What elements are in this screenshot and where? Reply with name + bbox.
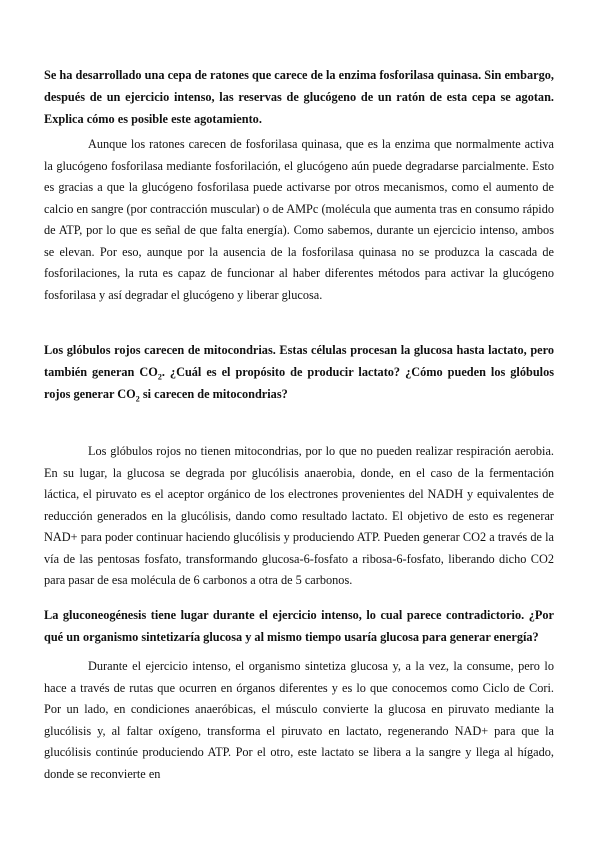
question-2-part-1: Los glóbulos rojos carecen de mitocondrias. Estas células procesan la glucosa hasta lactato, pero también generan CO — [44, 343, 554, 379]
question-2-subscript-1: 2 — [157, 372, 162, 382]
question-2-part-3: si carecen de mitocondrias? — [139, 387, 288, 401]
answer-3: Durante el ejercicio intenso, el organismo sintetiza glucosa y, a la vez, la consume, pero lo hace a través de rutas que ocurren en órganos diferentes y es lo que conocemos como Ciclo de Cori. Por un lado, en condiciones anaeróbicas, el músculo convierte la glucosa en piruvato mediante la glucólisis y, al faltar oxígeno, transforma el piruvato en lactato, regenerando NAD+ para que la glucólisis continúe produciendo ATP. Por el otro, este lactato se libera a la sangre y llega al hígado, donde se reconvierte en — [44, 659, 554, 781]
answer-1: Aunque los ratones carecen de fosforilasa quinasa, que es la enzima que normalmente activa la glucógeno fosforilasa mediante fosforilación, el glucógeno aún puede degradarse parcialmente. Esto es gracias a que la glucógeno fosforilasa puede activarse por otros mecanismos, como el aumento de calcio en sangre (por contracción muscular) o de AMPc (molécula que aumenta tras en consumo rápido de ATP, por lo que es señal de que falta energía). Como sabemos, durante un ejercicio intenso, ambos se elevan. Por eso, aunque por la ausencia de la fosforilasa quinasa no se produzca la cascada de fosforilaciones, la ruta es capaz de funcionar al haber diferentes métodos para activar la glucógeno fosforilasa y así degradar el glucógeno y liberar glucosa. — [44, 137, 554, 302]
answer-2: Los glóbulos rojos no tienen mitocondrias, por lo que no pueden realizar respiración aerobia. En su lugar, la glucosa se degrada por glucólisis anaerobia, donde, en el caso de la fermentación láctica, el piruvato es el aceptor orgánico de los electrones provenientes del NADH y equivalentes de reducción generados en la glucólisis, dando como resultado lactato. El objetivo de esto es regenerar NAD+ para poder continuar haciendo glucólisis y produciendo ATP. Pueden generar CO2 a través de la vía de las pentosas fosfato, transformando glucosa-6-fosfato a ribosa-6-fosfato, liberando dicho CO2 para pasar de esa molécula de 6 carbonos a otra de 5 carbonos. — [44, 444, 554, 587]
question-1: Se ha desarrollado una cepa de ratones que carece de la enzima fosforilasa quinasa. Sin embargo, después de un ejercicio intenso, las reservas de glucógeno de un ratón de esta cepa se agotan. Explica cómo es posible este agotamiento. — [44, 68, 554, 126]
question-2 — [44, 339, 554, 405]
question-2-part-2: . ¿Cuál es el propósito de producir lactato? ¿Cómo pueden los glóbulos rojos generar CO — [44, 365, 555, 401]
question-3: La gluconeogénesis tiene lugar durante el ejercicio intenso, lo cual parece contradictorio. ¿Por qué un organismo sintetizaría glucosa y al mismo tiempo usaría glucosa para generar energía? — [44, 608, 554, 644]
question-2-subscript-2: 2 — [135, 394, 140, 404]
